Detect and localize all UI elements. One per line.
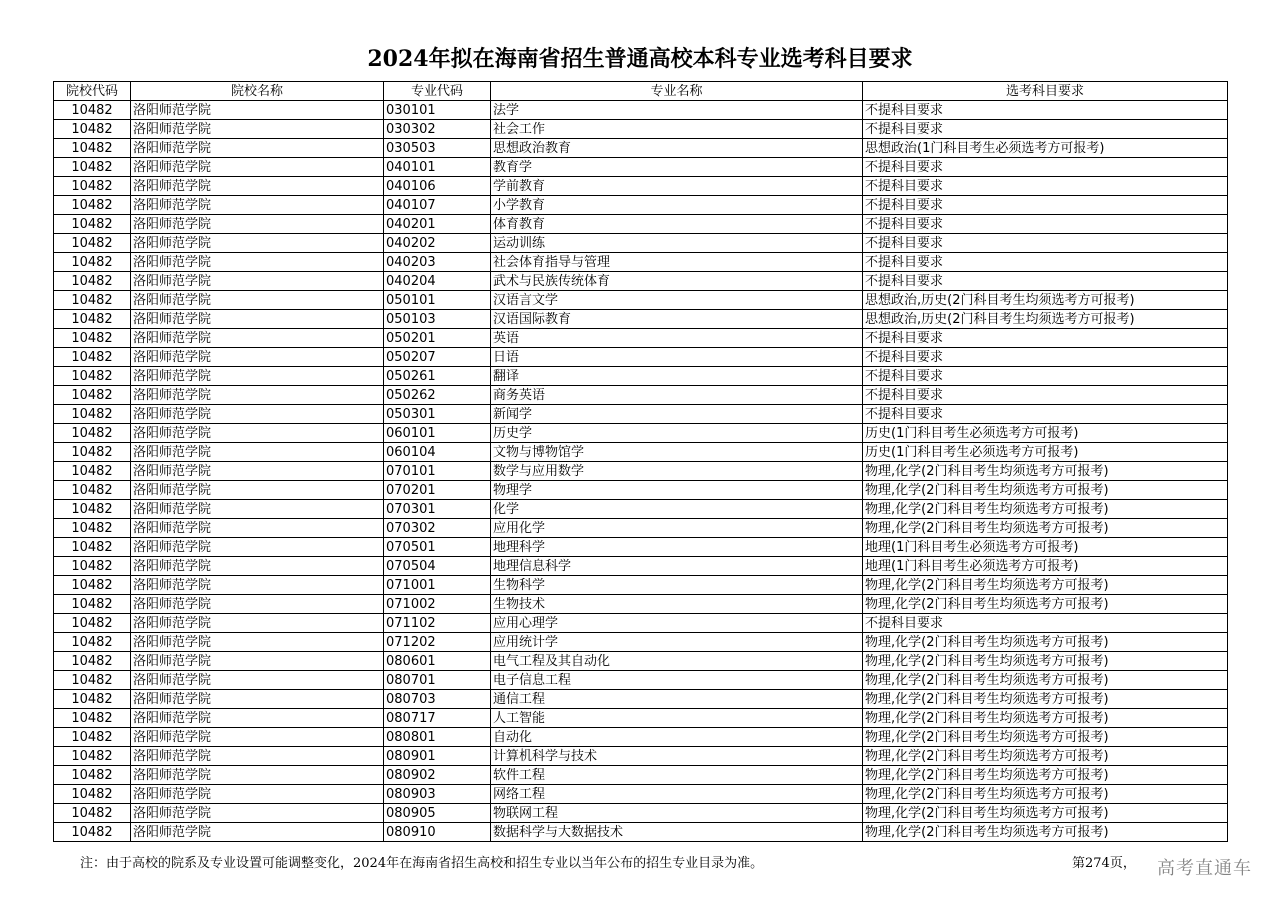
major-name-cell: 英语 xyxy=(491,329,863,348)
table-row xyxy=(54,253,1228,272)
school-name-cell: 洛阳师范学院 xyxy=(131,671,384,690)
school-code-cell: 10482 xyxy=(54,443,131,462)
school-code-cell: 10482 xyxy=(54,462,131,481)
major-name-cell: 应用化学 xyxy=(491,519,863,538)
subject-requirement-cell: 不提科目要求 xyxy=(863,196,1228,215)
table-row xyxy=(54,595,1228,614)
school-code-cell: 10482 xyxy=(54,405,131,424)
requirements-table xyxy=(53,81,1228,842)
major-name-cell: 地理科学 xyxy=(491,538,863,557)
subject-requirement-cell: 物理,化学(2门科目考生均须选考方可报考) xyxy=(863,766,1228,785)
major-code-cell: 071001 xyxy=(384,576,491,595)
school-name-cell: 洛阳师范学院 xyxy=(131,519,384,538)
school-name-cell: 洛阳师范学院 xyxy=(131,633,384,652)
school-code-cell: 10482 xyxy=(54,576,131,595)
major-name-cell: 翻译 xyxy=(491,367,863,386)
school-name-cell: 洛阳师范学院 xyxy=(131,481,384,500)
subject-requirement-cell: 不提科目要求 xyxy=(863,348,1228,367)
major-name-cell: 武术与民族传统体育 xyxy=(491,272,863,291)
subject-requirement-cell: 物理,化学(2门科目考生均须选考方可报考) xyxy=(863,481,1228,500)
subject-requirement-cell: 地理(1门科目考生必须选考方可报考) xyxy=(863,557,1228,576)
subject-requirement-cell: 不提科目要求 xyxy=(863,386,1228,405)
subject-requirement-cell: 物理,化学(2门科目考生均须选考方可报考) xyxy=(863,785,1228,804)
major-name-cell: 汉语国际教育 xyxy=(491,310,863,329)
school-name-cell: 洛阳师范学院 xyxy=(131,158,384,177)
table-row xyxy=(54,614,1228,633)
subject-requirement-cell: 物理,化学(2门科目考生均须选考方可报考) xyxy=(863,519,1228,538)
subject-requirement-cell: 历史(1门科目考生必须选考方可报考) xyxy=(863,443,1228,462)
major-name-cell: 生物科学 xyxy=(491,576,863,595)
school-code-cell: 10482 xyxy=(54,177,131,196)
major-name-cell: 汉语言文学 xyxy=(491,291,863,310)
school-name-cell: 洛阳师范学院 xyxy=(131,709,384,728)
major-code-cell: 070504 xyxy=(384,557,491,576)
school-name-cell: 洛阳师范学院 xyxy=(131,139,384,158)
major-code-cell: 050101 xyxy=(384,291,491,310)
school-code-cell: 10482 xyxy=(54,519,131,538)
school-name-cell: 洛阳师范学院 xyxy=(131,690,384,709)
subject-requirement-cell: 不提科目要求 xyxy=(863,177,1228,196)
table-row xyxy=(54,538,1228,557)
table-row xyxy=(54,785,1228,804)
major-code-cell: 050261 xyxy=(384,367,491,386)
school-name-cell: 洛阳师范学院 xyxy=(131,101,384,120)
column-header-school-name: 院校名称 xyxy=(131,82,384,101)
table-row xyxy=(54,348,1228,367)
table-row xyxy=(54,101,1228,120)
major-code-cell: 070302 xyxy=(384,519,491,538)
major-name-cell: 电子信息工程 xyxy=(491,671,863,690)
table-row xyxy=(54,709,1228,728)
school-name-cell: 洛阳师范学院 xyxy=(131,310,384,329)
major-code-cell: 040106 xyxy=(384,177,491,196)
table-row xyxy=(54,234,1228,253)
major-name-cell: 社会体育指导与管理 xyxy=(491,253,863,272)
major-name-cell: 数学与应用数学 xyxy=(491,462,863,481)
subject-requirement-cell: 不提科目要求 xyxy=(863,272,1228,291)
subject-requirement-cell: 不提科目要求 xyxy=(863,234,1228,253)
school-code-cell: 10482 xyxy=(54,158,131,177)
table-row xyxy=(54,747,1228,766)
major-code-cell: 040202 xyxy=(384,234,491,253)
major-code-cell: 030101 xyxy=(384,101,491,120)
school-name-cell: 洛阳师范学院 xyxy=(131,728,384,747)
major-name-cell: 数据科学与大数据技术 xyxy=(491,823,863,842)
major-code-cell: 060101 xyxy=(384,424,491,443)
major-code-cell: 030302 xyxy=(384,120,491,139)
subject-requirement-cell: 物理,化学(2门科目考生均须选考方可报考) xyxy=(863,690,1228,709)
school-code-cell: 10482 xyxy=(54,766,131,785)
table-row xyxy=(54,158,1228,177)
major-code-cell: 080903 xyxy=(384,785,491,804)
table-row xyxy=(54,386,1228,405)
subject-requirement-cell: 物理,化学(2门科目考生均须选考方可报考) xyxy=(863,671,1228,690)
subject-requirement-cell: 物理,化学(2门科目考生均须选考方可报考) xyxy=(863,823,1228,842)
major-name-cell: 计算机科学与技术 xyxy=(491,747,863,766)
school-code-cell: 10482 xyxy=(54,253,131,272)
major-code-cell: 071102 xyxy=(384,614,491,633)
major-name-cell: 运动训练 xyxy=(491,234,863,253)
subject-requirement-cell: 不提科目要求 xyxy=(863,329,1228,348)
major-name-cell: 应用统计学 xyxy=(491,633,863,652)
school-code-cell: 10482 xyxy=(54,348,131,367)
major-name-cell: 法学 xyxy=(491,101,863,120)
major-code-cell: 070301 xyxy=(384,500,491,519)
footer-note: 注：由于高校的院系及专业设置可能调整变化，2024年在海南省招生高校和招生专业以当年公布的招生专业目录为准。 xyxy=(80,856,764,871)
school-name-cell: 洛阳师范学院 xyxy=(131,272,384,291)
subject-requirement-cell: 不提科目要求 xyxy=(863,120,1228,139)
major-code-cell: 040201 xyxy=(384,215,491,234)
major-code-cell: 080801 xyxy=(384,728,491,747)
major-code-cell: 060104 xyxy=(384,443,491,462)
major-name-cell: 思想政治教育 xyxy=(491,139,863,158)
school-code-cell: 10482 xyxy=(54,424,131,443)
school-code-cell: 10482 xyxy=(54,500,131,519)
major-code-cell: 050301 xyxy=(384,405,491,424)
table-row xyxy=(54,766,1228,785)
school-name-cell: 洛阳师范学院 xyxy=(131,367,384,386)
school-code-cell: 10482 xyxy=(54,804,131,823)
subject-requirement-cell: 思想政治,历史(2门科目考生均须选考方可报考) xyxy=(863,291,1228,310)
school-name-cell: 洛阳师范学院 xyxy=(131,177,384,196)
major-code-cell: 080717 xyxy=(384,709,491,728)
major-name-cell: 地理信息科学 xyxy=(491,557,863,576)
major-code-cell: 070201 xyxy=(384,481,491,500)
major-code-cell: 040101 xyxy=(384,158,491,177)
major-name-cell: 通信工程 xyxy=(491,690,863,709)
subject-requirement-cell: 物理,化学(2门科目考生均须选考方可报考) xyxy=(863,652,1228,671)
school-code-cell: 10482 xyxy=(54,196,131,215)
column-header-subject-requirement: 选考科目要求 xyxy=(863,82,1228,101)
subject-requirement-cell: 物理,化学(2门科目考生均须选考方可报考) xyxy=(863,728,1228,747)
major-name-cell: 体育教育 xyxy=(491,215,863,234)
major-name-cell: 教育学 xyxy=(491,158,863,177)
major-code-cell: 050262 xyxy=(384,386,491,405)
school-name-cell: 洛阳师范学院 xyxy=(131,652,384,671)
table-row xyxy=(54,823,1228,842)
table-row xyxy=(54,424,1228,443)
major-name-cell: 小学教育 xyxy=(491,196,863,215)
table-row xyxy=(54,310,1228,329)
school-name-cell: 洛阳师范学院 xyxy=(131,576,384,595)
school-code-cell: 10482 xyxy=(54,785,131,804)
major-code-cell: 080703 xyxy=(384,690,491,709)
school-name-cell: 洛阳师范学院 xyxy=(131,196,384,215)
table-row xyxy=(54,557,1228,576)
major-code-cell: 050207 xyxy=(384,348,491,367)
major-name-cell: 日语 xyxy=(491,348,863,367)
major-code-cell: 040107 xyxy=(384,196,491,215)
subject-requirement-cell: 不提科目要求 xyxy=(863,405,1228,424)
major-name-cell: 物联网工程 xyxy=(491,804,863,823)
major-code-cell: 040203 xyxy=(384,253,491,272)
table-header-row xyxy=(54,82,1228,101)
major-code-cell: 080601 xyxy=(384,652,491,671)
school-code-cell: 10482 xyxy=(54,386,131,405)
school-code-cell: 10482 xyxy=(54,671,131,690)
table-body xyxy=(54,101,1228,842)
major-name-cell: 学前教育 xyxy=(491,177,863,196)
school-code-cell: 10482 xyxy=(54,291,131,310)
school-code-cell: 10482 xyxy=(54,120,131,139)
table-row xyxy=(54,500,1228,519)
school-code-cell: 10482 xyxy=(54,557,131,576)
table-row xyxy=(54,120,1228,139)
subject-requirement-cell: 物理,化学(2门科目考生均须选考方可报考) xyxy=(863,462,1228,481)
major-code-cell: 080910 xyxy=(384,823,491,842)
school-name-cell: 洛阳师范学院 xyxy=(131,747,384,766)
major-code-cell: 050201 xyxy=(384,329,491,348)
subject-requirement-cell: 物理,化学(2门科目考生均须选考方可报考) xyxy=(863,500,1228,519)
school-name-cell: 洛阳师范学院 xyxy=(131,253,384,272)
school-code-cell: 10482 xyxy=(54,538,131,557)
column-header-major-code: 专业代码 xyxy=(384,82,491,101)
table-row xyxy=(54,272,1228,291)
school-code-cell: 10482 xyxy=(54,481,131,500)
major-code-cell: 080905 xyxy=(384,804,491,823)
major-name-cell: 社会工作 xyxy=(491,120,863,139)
school-name-cell: 洛阳师范学院 xyxy=(131,462,384,481)
school-code-cell: 10482 xyxy=(54,709,131,728)
school-code-cell: 10482 xyxy=(54,101,131,120)
table-row xyxy=(54,367,1228,386)
subject-requirement-cell: 不提科目要求 xyxy=(863,367,1228,386)
subject-requirement-cell: 思想政治(1门科目考生必须选考方可报考) xyxy=(863,139,1228,158)
table-row xyxy=(54,443,1228,462)
school-name-cell: 洛阳师范学院 xyxy=(131,823,384,842)
school-name-cell: 洛阳师范学院 xyxy=(131,595,384,614)
school-code-cell: 10482 xyxy=(54,728,131,747)
major-code-cell: 070501 xyxy=(384,538,491,557)
major-code-cell: 080902 xyxy=(384,766,491,785)
table-row xyxy=(54,633,1228,652)
major-name-cell: 电气工程及其自动化 xyxy=(491,652,863,671)
table-row xyxy=(54,215,1228,234)
table-row xyxy=(54,291,1228,310)
school-name-cell: 洛阳师范学院 xyxy=(131,785,384,804)
school-name-cell: 洛阳师范学院 xyxy=(131,234,384,253)
table-row xyxy=(54,652,1228,671)
subject-requirement-cell: 物理,化学(2门科目考生均须选考方可报考) xyxy=(863,747,1228,766)
school-name-cell: 洛阳师范学院 xyxy=(131,291,384,310)
major-name-cell: 历史学 xyxy=(491,424,863,443)
subject-requirement-cell: 不提科目要求 xyxy=(863,253,1228,272)
school-code-cell: 10482 xyxy=(54,367,131,386)
table-row xyxy=(54,690,1228,709)
column-header-major-name: 专业名称 xyxy=(491,82,863,101)
major-name-cell: 人工智能 xyxy=(491,709,863,728)
page-number: 第274页， xyxy=(1072,856,1136,871)
school-code-cell: 10482 xyxy=(54,272,131,291)
table-row xyxy=(54,728,1228,747)
subject-requirement-cell: 物理,化学(2门科目考生均须选考方可报考) xyxy=(863,804,1228,823)
school-code-cell: 10482 xyxy=(54,234,131,253)
subject-requirement-cell: 物理,化学(2门科目考生均须选考方可报考) xyxy=(863,709,1228,728)
major-name-cell: 应用心理学 xyxy=(491,614,863,633)
school-name-cell: 洛阳师范学院 xyxy=(131,614,384,633)
subject-requirement-cell: 历史(1门科目考生必须选考方可报考) xyxy=(863,424,1228,443)
subject-requirement-cell: 物理,化学(2门科目考生均须选考方可报考) xyxy=(863,595,1228,614)
major-code-cell: 080901 xyxy=(384,747,491,766)
school-code-cell: 10482 xyxy=(54,690,131,709)
school-name-cell: 洛阳师范学院 xyxy=(131,557,384,576)
table-row xyxy=(54,196,1228,215)
school-code-cell: 10482 xyxy=(54,329,131,348)
school-name-cell: 洛阳师范学院 xyxy=(131,443,384,462)
school-name-cell: 洛阳师范学院 xyxy=(131,120,384,139)
school-name-cell: 洛阳师范学院 xyxy=(131,348,384,367)
table-row xyxy=(54,177,1228,196)
subject-requirement-cell: 不提科目要求 xyxy=(863,215,1228,234)
major-name-cell: 网络工程 xyxy=(491,785,863,804)
watermark: 高考直通车 xyxy=(1157,858,1252,879)
major-name-cell: 化学 xyxy=(491,500,863,519)
major-name-cell: 物理学 xyxy=(491,481,863,500)
table-row xyxy=(54,804,1228,823)
school-name-cell: 洛阳师范学院 xyxy=(131,804,384,823)
table-row xyxy=(54,671,1228,690)
major-code-cell: 071202 xyxy=(384,633,491,652)
school-name-cell: 洛阳师范学院 xyxy=(131,424,384,443)
major-name-cell: 文物与博物馆学 xyxy=(491,443,863,462)
table-row xyxy=(54,139,1228,158)
major-code-cell: 050103 xyxy=(384,310,491,329)
school-code-cell: 10482 xyxy=(54,595,131,614)
subject-requirement-cell: 不提科目要求 xyxy=(863,101,1228,120)
major-code-cell: 080701 xyxy=(384,671,491,690)
major-name-cell: 生物技术 xyxy=(491,595,863,614)
column-header-school-code: 院校代码 xyxy=(54,82,131,101)
major-code-cell: 040204 xyxy=(384,272,491,291)
school-code-cell: 10482 xyxy=(54,823,131,842)
school-name-cell: 洛阳师范学院 xyxy=(131,405,384,424)
school-code-cell: 10482 xyxy=(54,139,131,158)
school-name-cell: 洛阳师范学院 xyxy=(131,538,384,557)
table-row xyxy=(54,329,1228,348)
major-name-cell: 新闻学 xyxy=(491,405,863,424)
school-code-cell: 10482 xyxy=(54,215,131,234)
major-code-cell: 070101 xyxy=(384,462,491,481)
table-row xyxy=(54,405,1228,424)
school-code-cell: 10482 xyxy=(54,633,131,652)
subject-requirement-cell: 不提科目要求 xyxy=(863,158,1228,177)
school-name-cell: 洛阳师范学院 xyxy=(131,215,384,234)
major-code-cell: 071002 xyxy=(384,595,491,614)
major-name-cell: 软件工程 xyxy=(491,766,863,785)
subject-requirement-cell: 物理,化学(2门科目考生均须选考方可报考) xyxy=(863,633,1228,652)
major-code-cell: 030503 xyxy=(384,139,491,158)
school-name-cell: 洛阳师范学院 xyxy=(131,386,384,405)
school-name-cell: 洛阳师范学院 xyxy=(131,329,384,348)
major-name-cell: 商务英语 xyxy=(491,386,863,405)
school-code-cell: 10482 xyxy=(54,310,131,329)
school-name-cell: 洛阳师范学院 xyxy=(131,500,384,519)
subject-requirement-cell: 思想政治,历史(2门科目考生均须选考方可报考) xyxy=(863,310,1228,329)
school-code-cell: 10482 xyxy=(54,652,131,671)
table-row xyxy=(54,576,1228,595)
table-row xyxy=(54,462,1228,481)
page-title: 2024年拟在海南省招生普通高校本科专业选考科目要求 xyxy=(367,46,913,72)
subject-requirement-cell: 物理,化学(2门科目考生均须选考方可报考) xyxy=(863,576,1228,595)
major-name-cell: 自动化 xyxy=(491,728,863,747)
table-row xyxy=(54,481,1228,500)
school-code-cell: 10482 xyxy=(54,747,131,766)
table-row xyxy=(54,519,1228,538)
subject-requirement-cell: 地理(1门科目考生必须选考方可报考) xyxy=(863,538,1228,557)
school-name-cell: 洛阳师范学院 xyxy=(131,766,384,785)
school-code-cell: 10482 xyxy=(54,614,131,633)
subject-requirement-cell: 不提科目要求 xyxy=(863,614,1228,633)
